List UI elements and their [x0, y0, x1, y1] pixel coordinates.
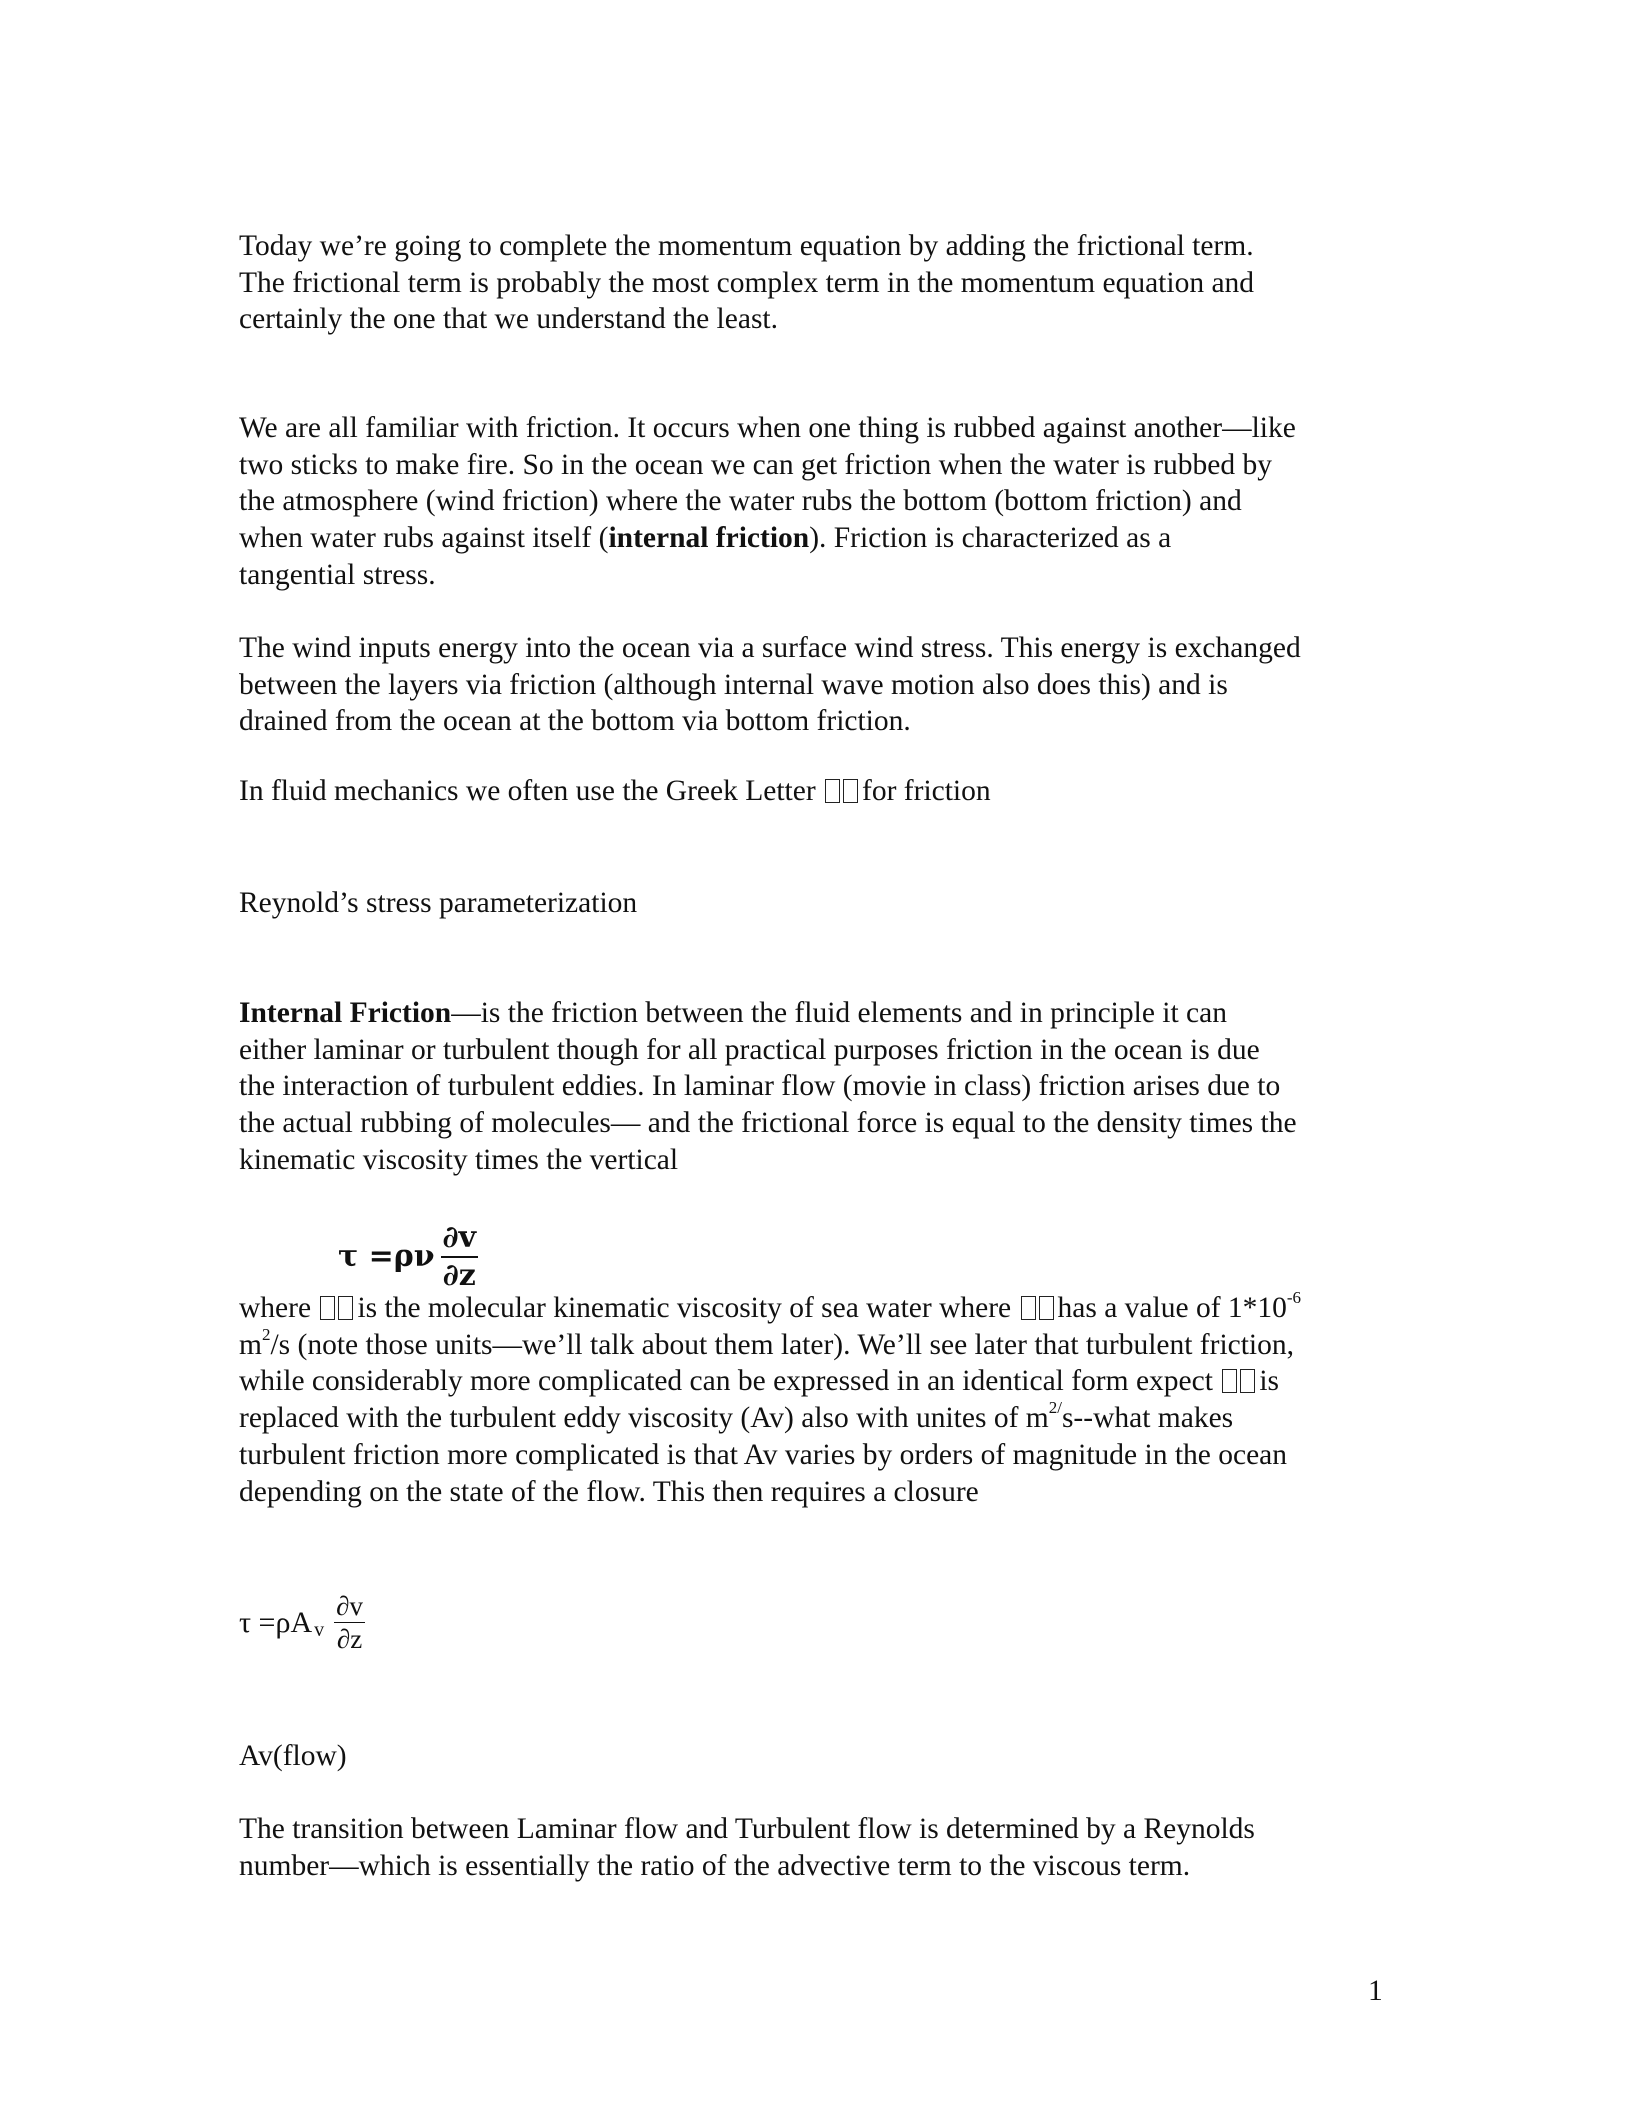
paragraph-intro	[239, 228, 1419, 338]
page-number: 1	[1368, 1975, 1383, 2007]
text-line: where	[239, 1292, 319, 1324]
missing-glyph-icon	[318, 1296, 357, 1320]
missing-glyph-icon	[823, 779, 862, 803]
paragraph-av-flow	[239, 1738, 1419, 1775]
paragraph-transition	[239, 1811, 1419, 1884]
text-line: depending on the state of the flow. This then requires a closure	[239, 1475, 979, 1508]
text-line: In fluid mechanics we often use the Greek Letter	[239, 775, 824, 807]
text-line: The transition between Laminar flow and Turbulent flow is determined by a Reynolds	[239, 1813, 1255, 1845]
equation-fraction	[441, 1222, 478, 1291]
equation-fraction	[334, 1592, 365, 1654]
bold-term: Internal Friction	[239, 997, 452, 1029]
missing-glyph-icon	[1220, 1369, 1259, 1393]
text-line: The wind inputs energy into the ocean via a surface wind stress. This energy is exchanged	[239, 632, 1301, 664]
fraction-numerator: ∂v	[334, 1592, 365, 1623]
text-line: The frictional term is probably the most complex term in the momentum equation and	[239, 266, 1255, 299]
text-line: has a value of 1*10	[1057, 1292, 1287, 1324]
paragraph-internal-friction	[239, 995, 1419, 1179]
text-line: for friction	[862, 775, 991, 807]
missing-glyph-icon	[1019, 1296, 1058, 1320]
text-line: s--what makes	[1061, 1402, 1234, 1435]
text-line: is the molecular kinematic viscosity of sea water where	[357, 1292, 1019, 1324]
text-line: the interaction of turbulent eddies. In laminar flow (movie in class) friction arises due to	[239, 1070, 1281, 1103]
paragraph-wind-energy	[239, 630, 1419, 740]
text-line: certainly the one that we understand the least.	[239, 303, 778, 336]
fraction-denominator: ∂z	[336, 1624, 363, 1655]
superscript: 2/	[1048, 1398, 1062, 1418]
fraction-numerator: ∂v	[441, 1222, 478, 1258]
text-line: number—which is essentially the ratio of the advective term to the viscous term.	[239, 1849, 1191, 1882]
text-line: /s (note those units—we’ll talk about them later). We’ll see later that turbulent friction,	[270, 1328, 1295, 1361]
text-line: is	[1259, 1365, 1279, 1398]
fraction-denominator: ∂z	[442, 1257, 476, 1293]
equation-lhs: τ =ρA	[239, 1605, 313, 1639]
text-line: Reynold’s stress parameterization	[239, 887, 638, 919]
equation-subscript: v	[314, 1619, 325, 1642]
text-line: while considerably more complicated can be expressed in an identical form expect	[239, 1365, 1221, 1398]
text-line: We are all familiar with friction. It occurs when one thing is rubbed against another—like	[239, 412, 1296, 444]
equation-turbulent-stress	[239, 1592, 365, 1654]
text-line: either laminar or turbulent though for all practical purposes friction in the ocean is due	[239, 1033, 1260, 1066]
text-line: —is the friction between the fluid elements and in principle it can	[451, 997, 1227, 1029]
text-line: tangential stress.	[239, 558, 436, 591]
equation-lhs: τ =ρν	[338, 1239, 435, 1274]
equation-laminar-stress	[338, 1222, 478, 1291]
bold-term: internal friction	[608, 522, 810, 555]
superscript: -6	[1286, 1288, 1302, 1308]
text-line: Av(flow)	[239, 1740, 347, 1772]
text-line: turbulent friction more complicated is that Av varies by orders of magnitude in the ocean	[239, 1438, 1288, 1471]
superscript: 2	[261, 1324, 271, 1344]
text-line: Today we’re going to complete the momentum equation by adding the frictional term.	[239, 230, 1254, 262]
text-line: replaced with the turbulent eddy viscosity (Av) also with unites of m	[239, 1402, 1049, 1435]
paragraph-reynolds-stress	[239, 885, 1419, 922]
text-line: the atmosphere (wind friction) where the water rubs the bottom (bottom friction) and	[239, 485, 1242, 518]
paragraph-friction-familiar	[239, 410, 1419, 594]
text-line: two sticks to make fire. So in the ocean we can get friction when the water is rubbed by	[239, 448, 1273, 481]
text-line: between the layers via friction (although internal wave motion also does this) and is	[239, 668, 1228, 701]
text-line: kinematic viscosity times the vertical	[239, 1143, 679, 1176]
paragraph-greek-letter	[239, 773, 1419, 810]
text-line: the actual rubbing of molecules— and the frictional force is equal to the density times the	[239, 1107, 1297, 1140]
text-line: m	[239, 1328, 262, 1361]
text-line: ). Friction is characterized as a	[809, 522, 1172, 555]
text-line: when water rubs against itself (	[239, 522, 609, 555]
text-line: drained from the ocean at the bottom via bottom friction.	[239, 705, 911, 738]
paragraph-viscosity	[239, 1290, 1419, 1510]
